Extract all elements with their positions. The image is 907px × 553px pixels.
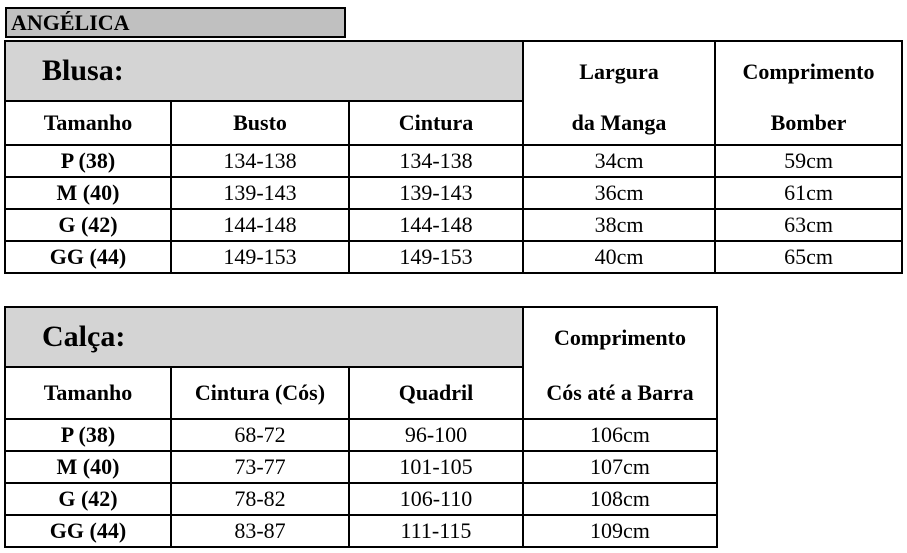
cintura-cell: 144-148 <box>349 209 523 241</box>
header-cintura: Cintura <box>349 101 523 145</box>
table-row <box>5 177 902 209</box>
busto-cell: 149-153 <box>171 241 349 273</box>
comprimento-cell: 65cm <box>715 241 902 273</box>
largura-cell: 34cm <box>523 145 715 177</box>
header-comprimento-bottom: Cós até a Barra <box>523 367 717 419</box>
comprimento-cell: 107cm <box>523 451 717 483</box>
cintura-cell: 78-82 <box>171 483 349 515</box>
cintura-cell: 73-77 <box>171 451 349 483</box>
size-cell: GG (44) <box>5 515 171 547</box>
cintura-cell: 68-72 <box>171 419 349 451</box>
size-cell: M (40) <box>5 177 171 209</box>
blusa-title: Blusa: <box>5 41 523 101</box>
cintura-cell: 134-138 <box>349 145 523 177</box>
size-cell: M (40) <box>5 451 171 483</box>
brand-label: ANGÉLICA <box>5 7 346 38</box>
table-row <box>5 483 717 515</box>
cintura-cell: 83-87 <box>171 515 349 547</box>
cintura-cell: 149-153 <box>349 241 523 273</box>
size-cell: G (42) <box>5 483 171 515</box>
comprimento-cell: 61cm <box>715 177 902 209</box>
calca-size-table <box>4 306 718 548</box>
comprimento-cell: 109cm <box>523 515 717 547</box>
header-tamanho: Tamanho <box>5 101 171 145</box>
quadril-cell: 101-105 <box>349 451 523 483</box>
header-comprimento-top: Comprimento <box>523 307 717 367</box>
blusa-size-table <box>4 40 903 274</box>
calca-title: Calça: <box>5 307 523 367</box>
size-cell: G (42) <box>5 209 171 241</box>
table-row <box>5 515 717 547</box>
table-row <box>5 145 902 177</box>
size-cell: GG (44) <box>5 241 171 273</box>
header-tamanho: Tamanho <box>5 367 171 419</box>
size-cell: P (38) <box>5 145 171 177</box>
largura-cell: 36cm <box>523 177 715 209</box>
quadril-cell: 106-110 <box>349 483 523 515</box>
header-comprimento-top: Comprimento <box>715 41 902 101</box>
size-cell: P (38) <box>5 419 171 451</box>
comprimento-cell: 63cm <box>715 209 902 241</box>
table-row <box>5 209 902 241</box>
busto-cell: 134-138 <box>171 145 349 177</box>
header-cintura-cos: Cintura (Cós) <box>171 367 349 419</box>
table-row <box>5 419 717 451</box>
header-comprimento-bottom: Bomber <box>715 101 902 145</box>
quadril-cell: 111-115 <box>349 515 523 547</box>
comprimento-cell: 106cm <box>523 419 717 451</box>
quadril-cell: 96-100 <box>349 419 523 451</box>
cintura-cell: 139-143 <box>349 177 523 209</box>
comprimento-cell: 108cm <box>523 483 717 515</box>
table-row <box>5 241 902 273</box>
busto-cell: 139-143 <box>171 177 349 209</box>
busto-cell: 144-148 <box>171 209 349 241</box>
table-row <box>5 451 717 483</box>
header-quadril: Quadril <box>349 367 523 419</box>
header-largura-bottom: da Manga <box>523 101 715 145</box>
largura-cell: 38cm <box>523 209 715 241</box>
comprimento-cell: 59cm <box>715 145 902 177</box>
header-largura-top: Largura <box>523 41 715 101</box>
largura-cell: 40cm <box>523 241 715 273</box>
header-busto: Busto <box>171 101 349 145</box>
